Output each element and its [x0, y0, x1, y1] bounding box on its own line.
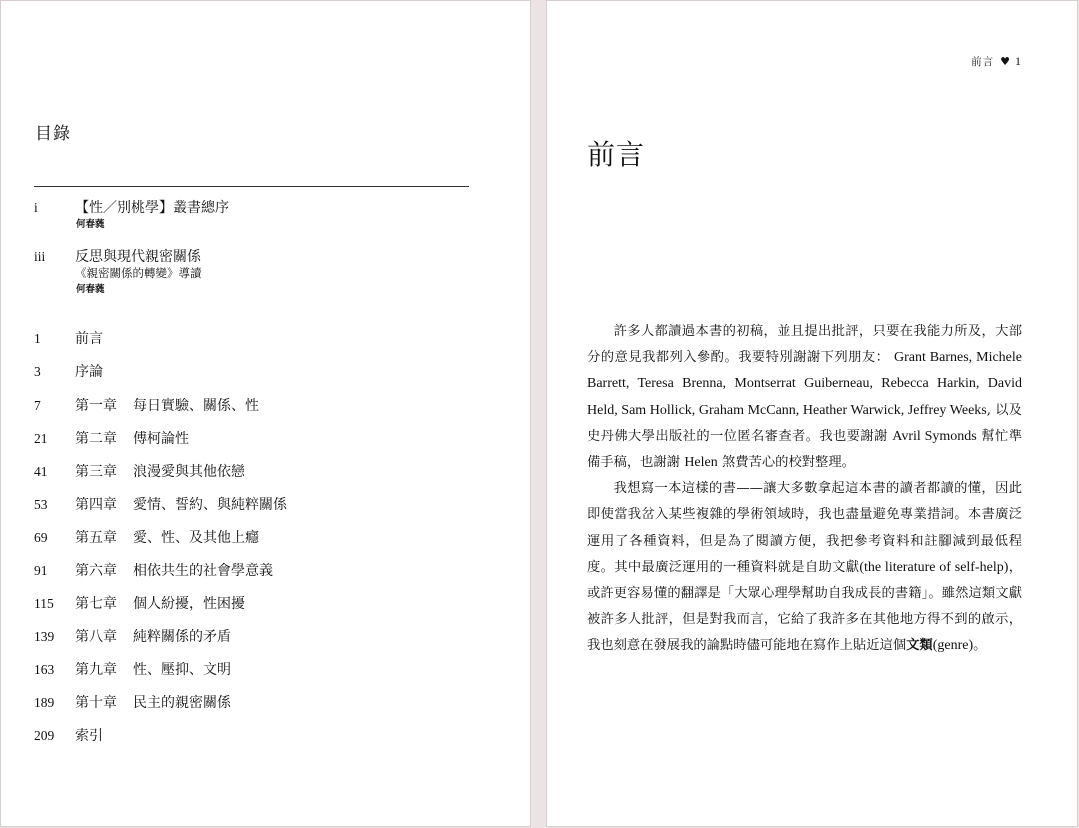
paragraph-text: 幫忙準備手稿，也謝謝: [587, 428, 1022, 471]
paragraph-text: 煞費苦心的校對整理。: [717, 455, 855, 471]
toc-entry-author: 何春蕤: [76, 219, 105, 230]
toc-chapter-label: 第六章: [75, 563, 117, 579]
toc-chapter-label: 第一章: [75, 398, 117, 414]
toc-entry-title: 反思與現代親密關係: [75, 249, 201, 265]
bold-term: 文類: [906, 638, 933, 654]
toc-entry-title: 序論: [75, 364, 103, 380]
toc-entry-title: 每日實驗、關係、性: [133, 398, 259, 414]
toc-page-number: i: [34, 200, 38, 215]
acknowledged-name: Helen: [684, 455, 718, 471]
toc-page-number: iii: [34, 249, 46, 264]
toc-chapter-label: 第十章: [75, 695, 117, 711]
preface-paragraph: [587, 476, 1022, 659]
toc-entry-title: 前言: [75, 331, 103, 347]
toc-entry-title: 浪漫愛與其他依戀: [133, 464, 245, 480]
paragraph-text: 。: [973, 638, 987, 654]
toc-chapter-label: 第四章: [75, 497, 117, 513]
heart-icon: ♥: [1000, 55, 1011, 68]
acknowledged-names: Grant Barnes, Michele Barrett, Teresa Brenna, Montserrat Guiberneau, Rebecca Harkin, David Held, Sam Hollick, Graham McCann, Heather Warwick, Jeffrey Weeks: [587, 350, 1022, 418]
running-head-page-number: 1: [1015, 54, 1022, 68]
toc-page-number: 3: [34, 364, 41, 379]
page-right-preface: [547, 1, 1077, 826]
toc-entry-title: 性、壓抑、文明: [133, 662, 231, 678]
toc-chapter-label: 第八章: [75, 629, 117, 645]
paragraph-text: ，或許更容易懂的翻譯是「大眾心理學幫助自我成長的書籍」。雖然這類文獻被許多人批評，但是對我而言，它給了我許多在其他地方得不到的啟示，我也刻意在發展我的論點時儘可能地在寫作上貼近這個: [587, 559, 1023, 654]
toc-entry-title: 索引: [75, 728, 103, 744]
preface-paragraph: [587, 319, 1022, 476]
english-term: (the literature of self-help): [859, 559, 1009, 575]
toc-page-number: 91: [34, 563, 48, 578]
toc-entry-title: 傅柯論性: [133, 431, 189, 447]
running-head: [971, 54, 1022, 69]
english-term: (genre): [932, 638, 974, 654]
toc-page-number: 7: [34, 398, 41, 413]
toc-page-number: 163: [34, 662, 55, 677]
toc-chapter-label: 第三章: [75, 464, 117, 480]
toc-entry-title: 愛情、誓約、與純粹關係: [133, 497, 287, 513]
toc-page-number: 53: [34, 497, 48, 512]
paragraph-text: 我想寫一本這樣的書——讓大多數拿起這本書的讀者都讀的懂，因此即使當我岔入某些複雜的學術領域時，我也盡量避免專業措詞。本書廣泛運用了各種資料，但是為了閱讀方便，我把參考資料和註腳減到最低程度。其中最廣泛運用的一種資料就是自助文獻: [587, 481, 1022, 575]
toc-chapter-label: 第九章: [75, 662, 117, 678]
toc-page-number: 69: [34, 530, 48, 545]
preface-title: 前言: [587, 138, 646, 171]
running-head-section: 前言: [971, 56, 995, 68]
toc-entry-title: 民主的親密關係: [133, 695, 231, 711]
toc-chapter-label: 第七章: [75, 596, 117, 612]
toc-page-number: 189: [34, 695, 55, 710]
toc-entry-title: 純粹關係的矛盾: [133, 629, 231, 645]
toc-chapter-label: 第二章: [75, 431, 117, 447]
toc-entry-subtitle: 《親密關係的轉變》導讀: [75, 266, 202, 280]
paragraph-text: 許多人都讀過本書的初稿，並且提出批評，只要在我能力所及，大部分的意見我都列入參酌。我要特別謝謝下列朋友：: [587, 324, 1022, 366]
toc-page-number: 21: [34, 431, 48, 446]
toc-page-number: 209: [34, 728, 55, 743]
toc-divider: [34, 186, 469, 187]
toc-page-number: 1: [34, 331, 41, 346]
paragraph-text: , 以及史丹佛大學出版社的一位匿名審查者。我也要謝謝: [587, 402, 1022, 444]
toc-page-number: 41: [34, 464, 48, 479]
preface-body: [587, 319, 1022, 660]
toc-page-number: 139: [34, 629, 55, 644]
acknowledged-name: Avril Symonds: [892, 428, 977, 444]
toc-entry-title: 個人紛擾，性困擾: [133, 596, 245, 612]
toc-entry-title: 相依共生的社會學意義: [133, 563, 273, 579]
toc-entry-title: 【性／別桃學】叢書總序: [75, 200, 229, 216]
toc-chapter-label: 第五章: [75, 530, 117, 546]
toc-page-number: 115: [34, 596, 54, 611]
page-left-toc: [1, 1, 530, 826]
toc-entry-title: 愛、性、及其他上癮: [133, 530, 259, 546]
toc-entry-author: 何春蕤: [76, 284, 105, 295]
toc-title: 目錄: [35, 124, 71, 144]
